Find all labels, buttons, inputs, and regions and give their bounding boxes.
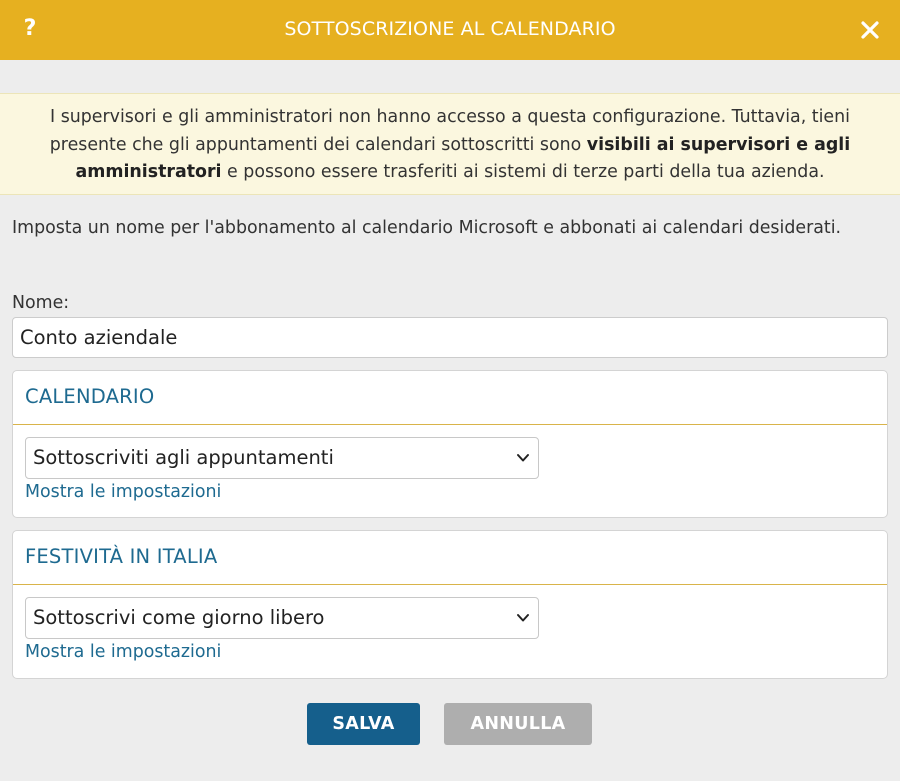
calendar-subscription-select[interactable]: [25, 437, 539, 479]
chevron-down-icon: [516, 452, 530, 464]
intro-text: Imposta un nome per l'abbonamento al calendario Microsoft e abbonati ai calendari desiderati.: [12, 218, 842, 238]
select-value: Sottoscrivi come giorno libero: [33, 606, 325, 629]
notice-text-end: e possono essere trasferiti ai sistemi di terze parti della tua azienda.: [221, 162, 825, 182]
name-input[interactable]: Conto aziendale: [12, 317, 888, 358]
section-title-calendar: CALENDARIO: [13, 371, 887, 425]
notice-bold-text: visibili ai supervisori e agli amministratori: [75, 134, 851, 182]
show-settings-link-calendar[interactable]: Mostra le impostazioni: [25, 482, 222, 502]
chevron-down-icon: [516, 612, 530, 624]
close-icon[interactable]: [858, 18, 882, 42]
dialog-title-text: SOTTOSCRIZIONE AL CALENDARIO: [284, 18, 616, 40]
notice-text: I supervisori e gli amministratori non hanno accesso a questa configurazione. Tuttavia, tieni presente che gli appuntamenti dei calendari sottoscritti sono: [49, 107, 850, 155]
section-title-holidays: FESTIVITÀ IN ITALIA: [13, 531, 887, 585]
cancel-button[interactable]: ANNULLA: [444, 703, 592, 745]
dialog-header: [0, 0, 900, 60]
select-value: Sottoscriviti agli appuntamenti: [33, 446, 334, 469]
calendar-section: [12, 370, 888, 518]
holidays-section: [12, 530, 888, 679]
privacy-notice: [0, 93, 900, 195]
holidays-subscription-select[interactable]: [25, 597, 539, 639]
dialog-title: [0, 0, 900, 60]
help-icon[interactable]: ?: [23, 16, 37, 41]
save-button[interactable]: SALVA: [307, 703, 420, 745]
show-settings-link-holidays[interactable]: Mostra le impostazioni: [25, 642, 222, 662]
name-label: Nome:: [12, 293, 70, 313]
